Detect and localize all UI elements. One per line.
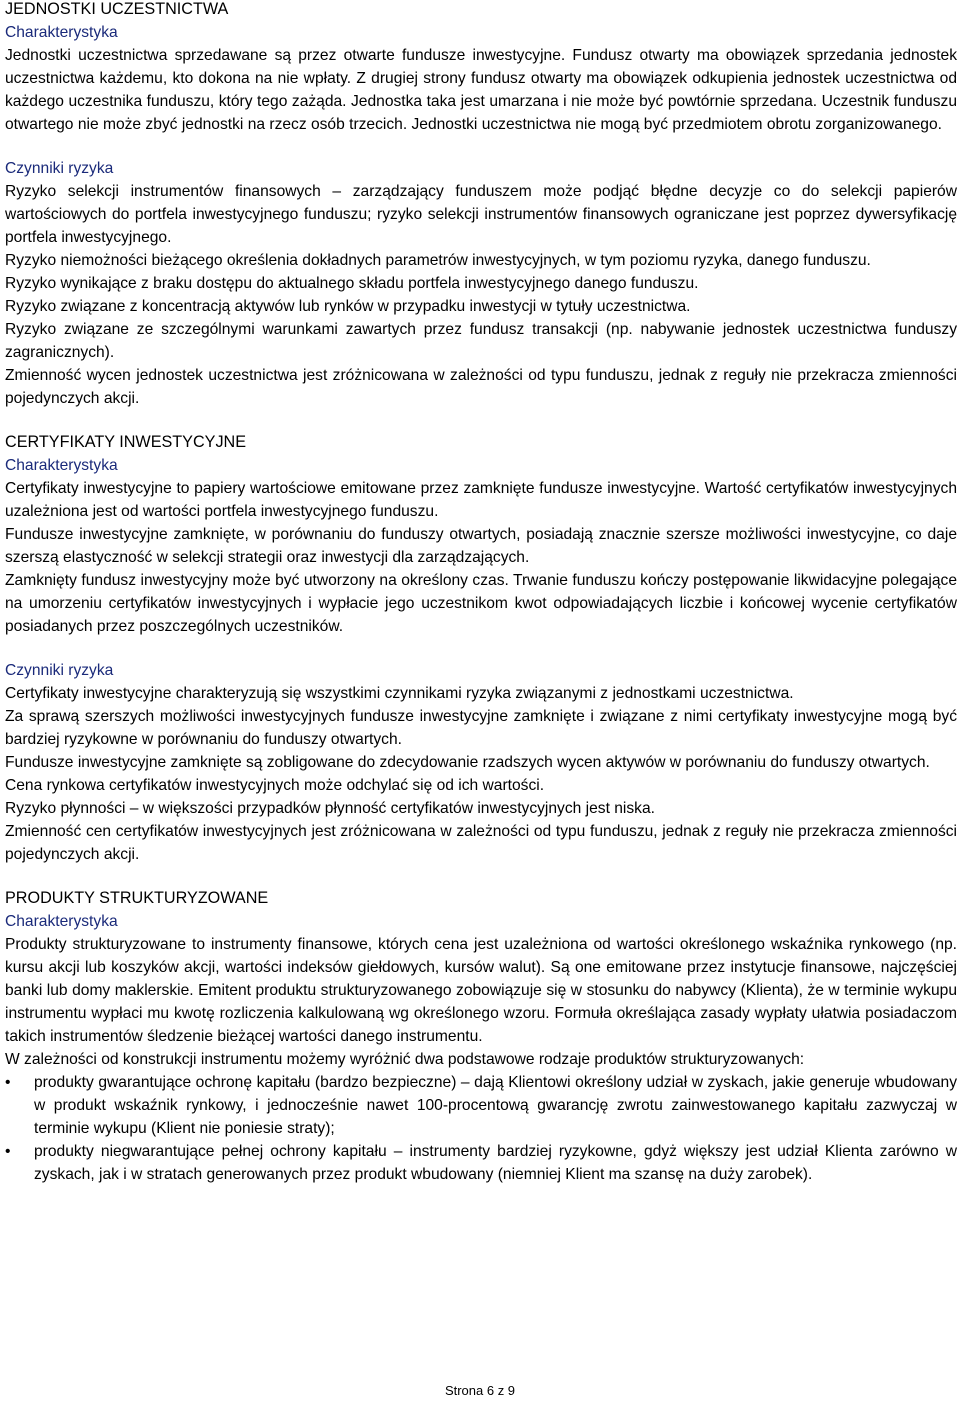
block-subtitle: Charakterystyka [5, 24, 118, 41]
paragraph: Ryzyko związane z koncentracją aktywów lub rynków w przypadku inwestycji w tytuły uczestnictwa. [5, 298, 691, 315]
content-block [5, 21, 957, 136]
paragraph: Fundusze inwestycyjne zamknięte są zobligowane do zdecydowanie rzadszych wycen aktywów w porównaniu do funduszy otwartych. [5, 754, 930, 771]
section-heading: JEDNOSTKI UCZESTNICTWA [5, 0, 229, 18]
page-footer: Strona 6 z 9 [444, 1383, 516, 1398]
content-block [5, 454, 957, 638]
bullet-list-item [5, 1140, 957, 1186]
paragraph: Za sprawą szerszych możliwości inwestycyjnych fundusze inwestycyjne zamknięte i związane z nimi certyfikaty inwestycyjne mogą być bardziej ryzykowne w porównaniu do funduszy otwartych. [5, 708, 957, 748]
bullet-icon: • [5, 1143, 11, 1160]
section-heading: CERTYFIKATY INWESTYCYJNE [5, 433, 247, 451]
block-subtitle: Czynniki ryzyka [5, 160, 114, 177]
block-subtitle: Czynniki ryzyka [5, 662, 114, 679]
bullet-list-item [5, 1071, 957, 1140]
bullet-text: produkty gwarantujące ochronę kapitału (bardzo bezpieczne) – dają Klientowi określony udział w zyskach, jakie generuje wbudowany w produkt wskaźnik rynkowy, i jednocześnie nawet 100-procentową gwarancję zwrotu zainwestowanego kapitału zazwyczaj w terminie wykupu (Klient nie poniesie straty); [34, 1074, 957, 1137]
paragraph: Zmienność wycen jednostek uczestnictwa jest zróżnicowana w zależności od typu funduszu, jednak z reguły nie przekracza zmienności pojedynczych akcji. [5, 367, 957, 407]
paragraph: Ryzyko płynności – w większości przypadków płynność certyfikatów inwestycyjnych jest niska. [5, 800, 655, 817]
paragraph: Fundusze inwestycyjne zamknięte, w porównaniu do funduszy otwartych, posiadają znacznie szersze możliwości inwestycyjne, co daje szerszą elastyczność w selekcji strategii oraz inwestycji dla zarządzających. [5, 526, 957, 566]
content-block [5, 910, 957, 1186]
content-block [5, 659, 957, 866]
bullet-text: produkty niegwarantujące pełnej ochrony kapitału – instrumenty bardziej ryzykowne, gdyż większy jest udział Klienta zarówno w zyskach, jak i w stratach generowanych przez produkt wbudowany (niemniej Klient ma szansę na duży zarobek). [34, 1143, 957, 1183]
paragraph: Certyfikaty inwestycyjne to papiery wartościowe emitowane przez zamknięte fundusze inwestycyjne. Wartość certyfikatów inwestycyjnych uzależniona jest od wartości portfela inwestycyjnego funduszu. [5, 480, 957, 520]
paragraph: Produkty strukturyzowane to instrumenty finansowe, których cena jest uzależniona od wartości określonego wskaźnika rynkowego (np. kursu akcji lub koszyków akcji, wartości indeksów giełdowych, kursów walut). Są one emitowane przez instytucje finansowe, najczęściej banki lub domy maklerskie. Emitent produktu strukturyzowanego zobowiązuje się w stosunku do nabywcy (Klienta), że w terminie wykupu instrumentu wypłaci mu kwotę rozliczenia kalkulowaną wg określonego wzoru. Formuła określająca zasady wypłaty ułatwia posiadaczom takich instrumentów śledzenie bieżącej wartości danego instrumentu. [5, 936, 957, 1045]
section [5, 0, 957, 410]
paragraph: Jednostki uczestnictwa sprzedawane są przez otwarte fundusze inwestycyjne. Fundusz otwarty ma obowiązek sprzedania jednostek uczestnictwa każdemu, kto dokona na nie wpłaty. Z drugiej strony fundusz otwarty ma obowiązek odkupienia jednostek uczestnictwa od każdego uczestnika funduszu, który tego zażąda. Jednostka taka jest umarzana i nie może być powtórnie sprzedana. Uczestnik funduszu otwartego nie może zbyć jednostki na rzecz osób trzecich. Jednostki uczestnictwa nie mogą być przedmiotem obrotu zorganizowanego. [5, 47, 957, 133]
paragraph: Zamknięty fundusz inwestycyjny może być utworzony na określony czas. Trwanie funduszu kończy postępowanie likwidacyjne polegające na umorzeniu certyfikatów inwestycyjnych i wypłacie jego uczestnikom kwot odpowiadających liczbie i końcowej wycenie certyfikatów posiadanych przez poszczególnych uczestników. [5, 572, 957, 635]
bullet-list [5, 1071, 957, 1186]
paragraph: W zależności od konstrukcji instrumentu możemy wyróżnić dwa podstawowe rodzaje produktów strukturyzowanych: [5, 1051, 805, 1068]
block-subtitle: Charakterystyka [5, 457, 118, 474]
paragraph: Ryzyko wynikające z braku dostępu do aktualnego składu portfela inwestycyjnego danego funduszu. [5, 275, 699, 292]
paragraph: Ryzyko związane ze szczególnymi warunkami zawartych przez fundusz transakcji (np. nabywanie jednostek uczestnictwa funduszy zagranicznych). [5, 321, 957, 361]
document-page [5, 0, 957, 1186]
block-subtitle: Charakterystyka [5, 913, 118, 930]
paragraph: Ryzyko selekcji instrumentów finansowych – zarządzający funduszem może podjąć błędne decyzje co do selekcji papierów wartościowych do portfela inwestycyjnego funduszu; ryzyko selekcji instrumentów finansowych ograniczane jest poprzez dywersyfikację portfela inwestycyjnego. [5, 183, 957, 246]
paragraph: Ryzyko niemożności bieżącego określenia dokładnych parametrów inwestycyjnych, w tym poziomu ryzyka, danego funduszu. [5, 252, 871, 269]
bullet-icon: • [5, 1074, 11, 1091]
content-block [5, 157, 957, 410]
paragraph: Certyfikaty inwestycyjne charakteryzują się wszystkimi czynnikami ryzyka związanymi z jednostkami uczestnictwa. [5, 685, 794, 702]
paragraph: Cena rynkowa certyfikatów inwestycyjnych może odchylać się od ich wartości. [5, 777, 545, 794]
section-heading: PRODUKTY STRUKTURYZOWANE [5, 889, 269, 907]
section [5, 431, 957, 866]
section [5, 887, 957, 1186]
paragraph: Zmienność cen certyfikatów inwestycyjnych jest zróżnicowana w zależności od typu funduszu, jednak z reguły nie przekracza zmienności pojedynczych akcji. [5, 823, 957, 863]
